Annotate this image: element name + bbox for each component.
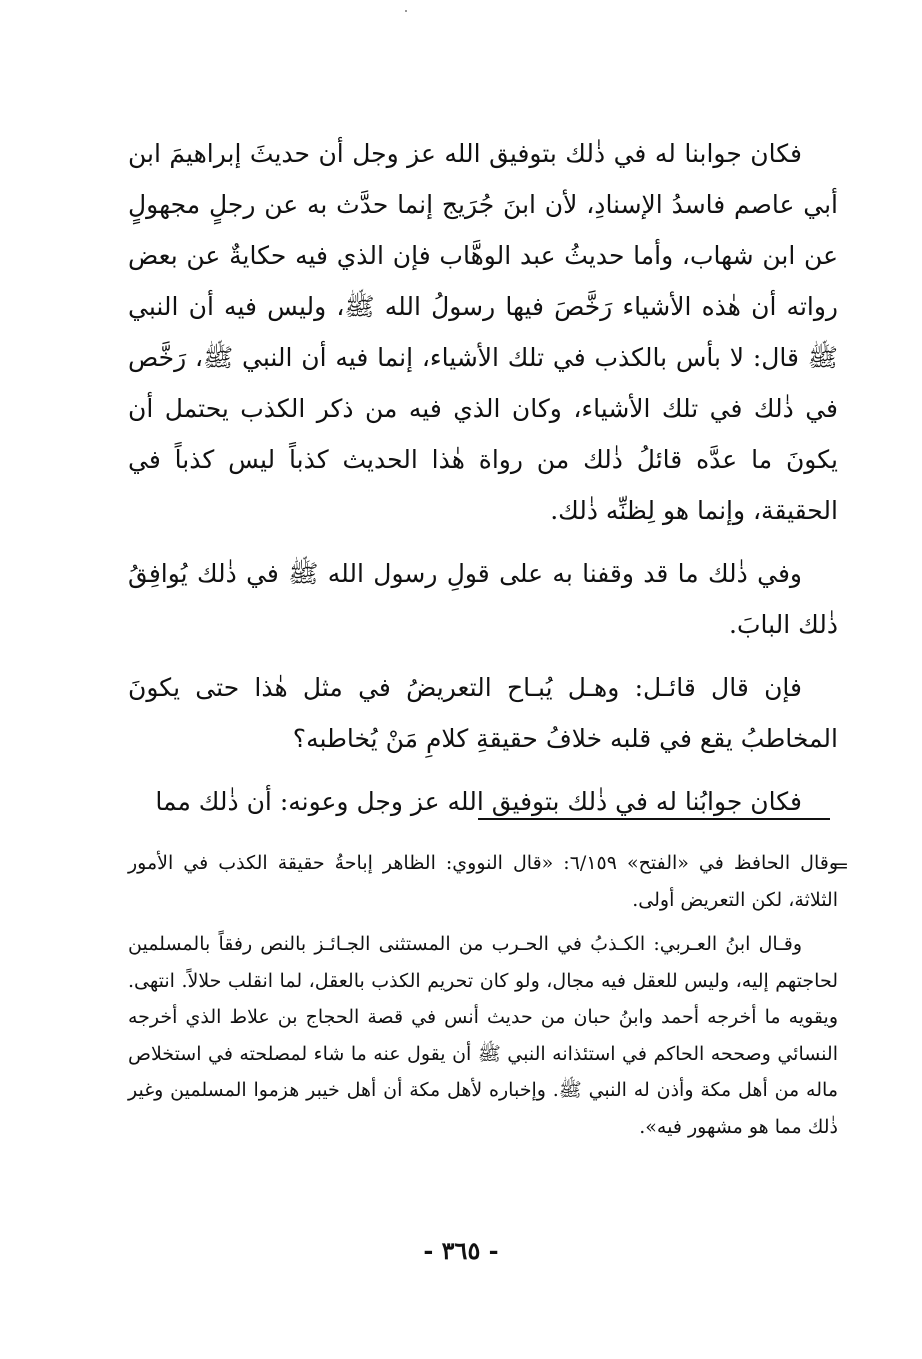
scan-speck xyxy=(405,10,407,12)
main-paragraph-4: فكان جوابُنا له في ذٰلك بتوفيق الله عز وجل وعونه: أن ذٰلك مما xyxy=(155,787,802,816)
footnote-separator xyxy=(478,818,830,820)
main-paragraph-3: فإن قال قائـل: وهـل يُبـاح التعريضُ في مثل هٰذا حتى يكونَ المخاطبُ يقع في قلبه خلافُ حقيقةِ كلامِ مَنْ يُخاطبه؟ xyxy=(128,673,838,753)
footnote-paragraph-1: وقال الحافظ في «الفتح» ٦/١٥٩: «قال النووي: الظاهر إباحةُ حقيقة الكذب في الأمور الثلاثة، لكن التعريض أولى. xyxy=(128,852,838,911)
footnote-paragraph-2: وقـال ابنُ العـربي: الكـذبُ في الحـرب من المستثنى الجـائـز بالنص رفقاً بالمسلمين لحاجتهم إليه، وليس للعقل فيه مجال، ولو كان تحريم الكذب بالعقل، لما انقلب حلالاً. انتهى. ويقويه ما أخرجه أحمد وابنُ حبان من حديث أنس في قصة الحجاج بن علاط الذي أخرجه النسائي وصححه الحاكم في استئذانه النبي ﷺ أن يقول عنه ما شاء لمصلحته في استخلاص ماله من أهل مكة وأذن له النبي ﷺ. وإخباره لأهل مكة أن أهل خيبر هزموا المسلمين وغير ذٰلك مما هو مشهور فيه». xyxy=(128,933,838,1138)
footnote-continuation-mark: = xyxy=(833,855,849,877)
main-paragraph-1: فكان جوابنا له في ذٰلك بتوفيق الله عز وجل أن حديثَ إبراهيمَ ابن أبي عاصم فاسدُ الإسنادِ، لأن ابنَ جُرَيج إنما حدَّث به عن رجلٍ مجهولٍ عن ابن شهاب، وأما حديثُ عبد الوهَّاب فإن الذي فيه حكايةٌ عن بعض رواته أن هٰذه الأشياء رَخَّصَ فيها رسولُ الله ﷺ، وليس فيه أن النبي ﷺ قال: لا بأس بالكذب في تلك الأشياء، إنما فيه أن النبي ﷺ، رَخَّص في ذٰلك في تلك الأشياء، وكان الذي فيه من ذكر الكذب يحتمل أن يكونَ ما عدَّه قائلُ ذٰلك من رواة هٰذا الحديث كذباً ليس كذباً في الحقيقة، وإنما هو لِظنِّه ذٰلك. xyxy=(128,139,838,525)
page-number: - ٣٦٥ - xyxy=(423,1236,499,1265)
footnotes xyxy=(128,845,838,1153)
main-paragraph-2: وفي ذٰلك ما قد وقفنا به على قولِ رسول الله ﷺ في ذٰلك يُوافِقُ ذٰلك البابَ. xyxy=(128,559,838,639)
main-text xyxy=(128,128,838,827)
